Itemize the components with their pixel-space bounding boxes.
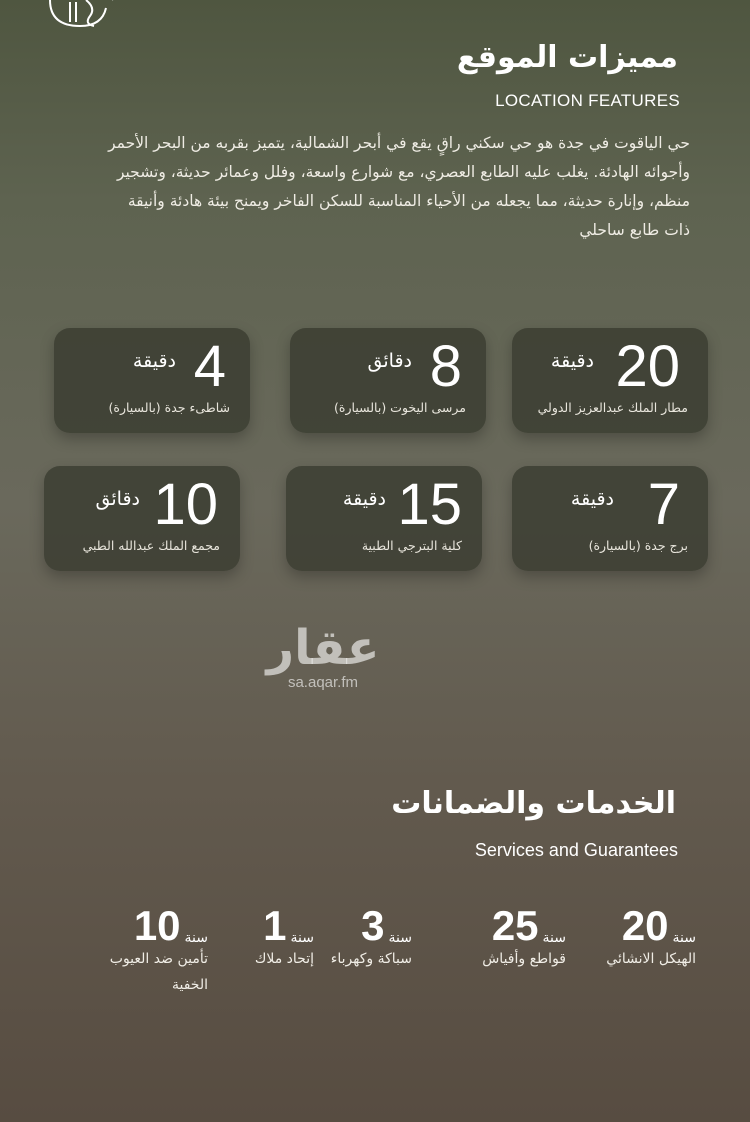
service-item-owners-union xyxy=(255,900,314,972)
service-label: سباكة وكهرباء xyxy=(330,951,412,967)
location-title-ar: مميزات الموقع xyxy=(456,40,678,75)
feature-card-college xyxy=(286,466,482,571)
service-number: 20 xyxy=(621,902,669,949)
service-unit: سنة xyxy=(184,930,208,946)
service-number: 1 xyxy=(263,902,287,949)
watermark-url: sa.aqar.fm xyxy=(287,674,359,691)
feature-card-marina xyxy=(290,328,486,433)
service-label: إتحاد ملاك xyxy=(254,951,314,967)
feature-unit: دقيقة xyxy=(132,350,176,372)
feature-card-airport xyxy=(512,328,708,433)
feature-unit: دقائق xyxy=(367,350,412,372)
watermark-brand: عقار xyxy=(266,620,380,676)
service-label: الهيكل الانشائي xyxy=(606,951,696,967)
feature-number: 15 xyxy=(397,472,462,537)
location-title-en: LOCATION FEATURES xyxy=(495,91,680,110)
feature-place: برج جدة (بالسيارة) xyxy=(588,538,688,553)
service-unit: سنة xyxy=(542,930,566,946)
service-unit: سنة xyxy=(388,930,412,946)
feature-unit: دقيقة xyxy=(570,488,614,510)
feature-card-tower xyxy=(512,466,708,571)
feature-place: مطار الملك عبدالعزيز الدولي xyxy=(537,400,688,415)
feature-place: مرسى اليخوت (بالسيارة) xyxy=(334,400,466,415)
service-number: 25 xyxy=(491,902,539,949)
feature-number: 10 xyxy=(153,472,218,537)
services-title-en: Services and Guarantees xyxy=(474,840,678,860)
feature-card-medical xyxy=(44,466,240,571)
service-item-structure xyxy=(606,900,696,972)
service-label: قواطع وأفياش xyxy=(482,951,566,967)
feature-unit: دقيقة xyxy=(342,488,386,510)
location-description: حي الياقوت في جدة هو حي سكني راقٍ يقع في أبحر الشمالية، يتميز بقربه من البحر الأحمر وأجوائه الهادئة. يغلب عليه الطابع العصري، مع شوارع واسعة، وفلل وعمائر حديثة، وتشجير منظم، وإنارة حديثة، مما يجعله من الأحياء المناسبة للسكن الفاخر ويمنح بيئة هادئة وأنيقة ذات طابع ساحلي xyxy=(108,134,690,239)
feature-number: 7 xyxy=(647,472,680,537)
service-number: 3 xyxy=(361,902,385,949)
feature-number: 8 xyxy=(429,334,462,399)
feature-unit: دقيقة xyxy=(550,350,594,372)
feature-number: 20 xyxy=(615,334,680,399)
service-unit: سنة xyxy=(290,930,314,946)
brand-logo-icon xyxy=(40,0,120,28)
service-unit: سنة xyxy=(672,930,696,946)
service-item-plumbing xyxy=(331,900,412,972)
feature-unit: دقائق xyxy=(95,488,140,510)
feature-card-beach xyxy=(54,328,250,433)
feature-number: 4 xyxy=(193,334,226,399)
service-label: تأمين ضد العيوب الخفية xyxy=(109,951,208,993)
feature-place: مجمع الملك عبدالله الطبي xyxy=(82,538,220,553)
service-item-insurance xyxy=(88,900,208,998)
feature-place: شاطىء جدة (بالسيارة) xyxy=(108,400,230,415)
watermark xyxy=(263,618,383,698)
service-number: 10 xyxy=(133,902,181,949)
services-title-ar: الخدمات والضمانات xyxy=(391,786,676,821)
feature-place: كلية البترجي الطبية xyxy=(361,538,462,553)
service-item-switches xyxy=(482,900,566,972)
